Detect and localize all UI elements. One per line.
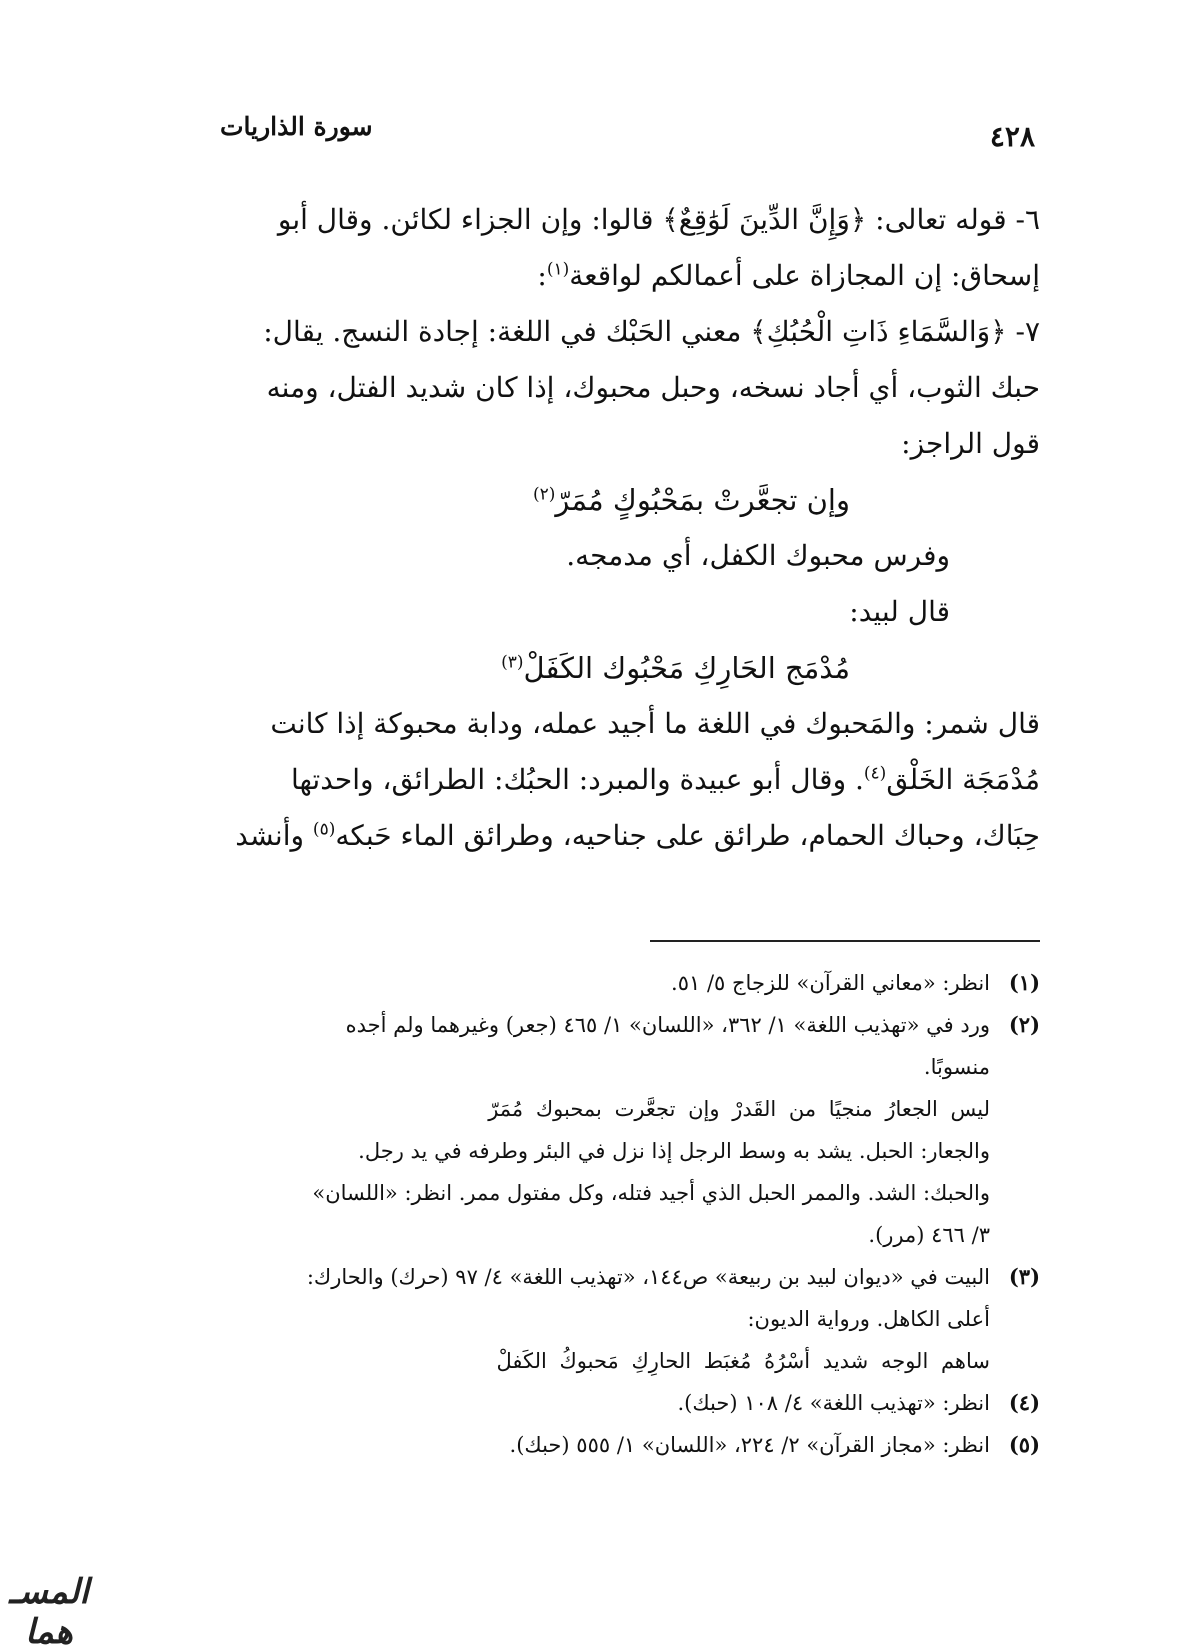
footnote-3-verse: ساهم الوجه شديد أسْرُهُ مُغبَط الحارِكِ مَحبوكُ الكَفلْ — [496, 1349, 990, 1373]
page-header — [190, 112, 1035, 152]
footnote-separator — [650, 940, 1040, 942]
paragraph-6-colon: : — [537, 259, 547, 292]
library-watermark-logo — [6, 1572, 92, 1652]
footnote-2-verse: ليس الجعارُ منجيًا من القَدرْ وإن تجعَّرت بمحبوك مُمَرّ — [488, 1097, 990, 1121]
footnote-text: انظر: «تهذيب اللغة» ٤/ ١٠٨ (حبك). — [677, 1391, 990, 1415]
verse-1 — [150, 472, 1040, 528]
footnote-ref-1[interactable]: (١) — [546, 259, 570, 280]
footnote-3-continuation: أعلى الكاهل. ورواية الديون: — [747, 1307, 990, 1331]
footnote-2-continuation: ٣/ ٤٦٦ (مرر). — [868, 1223, 990, 1247]
footnote-number: (٥) — [1008, 1432, 1040, 1457]
paragraph-8-text-d: وأنشد — [235, 819, 313, 852]
footnote-5 — [150, 1424, 1040, 1466]
paragraph-6-text: إسحاق: إن المجازاة على أعمالكم لواقعة — [569, 259, 1040, 292]
verse-2 — [150, 640, 1040, 696]
paragraph-8-line-3 — [150, 808, 1040, 864]
footnote-ref-3[interactable]: (٣) — [501, 652, 524, 673]
paragraph-8-text-a: مُدْمَجَة الخَلْق — [886, 763, 1040, 796]
paragraph-6-line-1: ٦- قوله تعالى: ﴿وَإِنَّ الدِّينَ لَوَٰقِعٌ﴾ قالوا: وإن الجزاء لكائن. وقال أبو — [277, 203, 1040, 236]
line-labid: قال لبيد: — [849, 595, 950, 628]
footnote-number: (٣) — [1008, 1264, 1040, 1289]
line-faras: وفرس محبوك الكفل، أي مدمجه. — [566, 539, 950, 572]
footnote-1 — [150, 962, 1040, 1004]
footnote-2-continuation: والحبك: الشد. والممر الحبل الذي أجيد فتله، وكل مفتول ممر. انظر: «اللسان» — [312, 1181, 990, 1205]
paragraph-7-line-3: قول الراجز: — [901, 427, 1040, 460]
paragraph-7-line-1: ٧- ﴿وَالسَّمَاءِ ذَاتِ الْحُبُكِ﴾ معني الحَبْك في اللغة: إجادة النسج. يقال: — [263, 315, 1040, 348]
footnote-text: انظر: «مجاز القرآن» ٢/ ٢٢٤، «اللسان» ١/ ٥٥٥ (حبك). — [509, 1433, 990, 1457]
footnote-2 — [150, 1004, 1040, 1046]
footnote-text: ورد في «تهذيب اللغة» ١/ ٣٦٢، «اللسان» ١/ ٤٦٥ (جعر) وغيرهما ولم أجده — [345, 1013, 990, 1037]
page-number: ٤٢٨ — [989, 120, 1035, 153]
footnote-number: (٤) — [1008, 1390, 1040, 1415]
chapter-title: سورة الذاريات — [220, 112, 373, 141]
footnote-3 — [150, 1256, 1040, 1298]
footnote-ref-2[interactable]: (٢) — [532, 484, 556, 505]
footnotes — [150, 962, 1040, 1466]
footnote-text: البيت في «ديوان لبيد بن ربيعة» ص١٤٤، «تهذيب اللغة» ٤/ ٩٧ (حرك) والحارك: — [306, 1265, 990, 1289]
footnote-text: انظر: «معاني القرآن» للزجاج ٥/ ٥١. — [671, 971, 990, 995]
footnote-4 — [150, 1382, 1040, 1424]
footnote-ref-5[interactable]: (٥) — [312, 819, 336, 840]
paragraph-7-line-2: حبك الثوب، أي أجاد نسخه، وحبل محبوك، إذا كان شديد الفتل، ومنه — [266, 371, 1040, 404]
footnote-2-continuation: والجعار: الحبل. يشد به وسط الرجل إذا نزل في البئر وطرفه في يد رجل. — [358, 1139, 990, 1163]
main-text — [150, 192, 1040, 864]
footnote-ref-4[interactable]: (٤) — [863, 763, 887, 784]
footnote-2-continuation: منسوبًا. — [923, 1055, 990, 1079]
logo-text: المسـ هما — [9, 1572, 89, 1652]
paragraph-6-line-2 — [150, 248, 1040, 304]
paragraph-8-line-2 — [150, 752, 1040, 808]
footnote-number: (١) — [1008, 970, 1040, 995]
paragraph-8-text-b: . وقال أبو عبيدة والمبرد: الحبُك: الطرائق، واحدتها — [290, 763, 864, 796]
paragraph-8-text-c: حِبَاك، وحباك الحمام، طرائق على جناحيه، وطرائق الماء حَبكه — [335, 819, 1040, 852]
paragraph-8-line-1: قال شمر: والمَحبوك في اللغة ما أجيد عمله، ودابة محبوكة إذا كانت — [270, 707, 1040, 740]
verse-1-text: وإن تجعَّرتْ بمَحْبُوكٍ مُمَرّ — [555, 483, 850, 517]
footnote-number: (٢) — [1008, 1012, 1040, 1037]
verse-2-text: مُدْمَج الحَارِكِ مَحْبُوك الكَفَلْ — [523, 651, 850, 685]
